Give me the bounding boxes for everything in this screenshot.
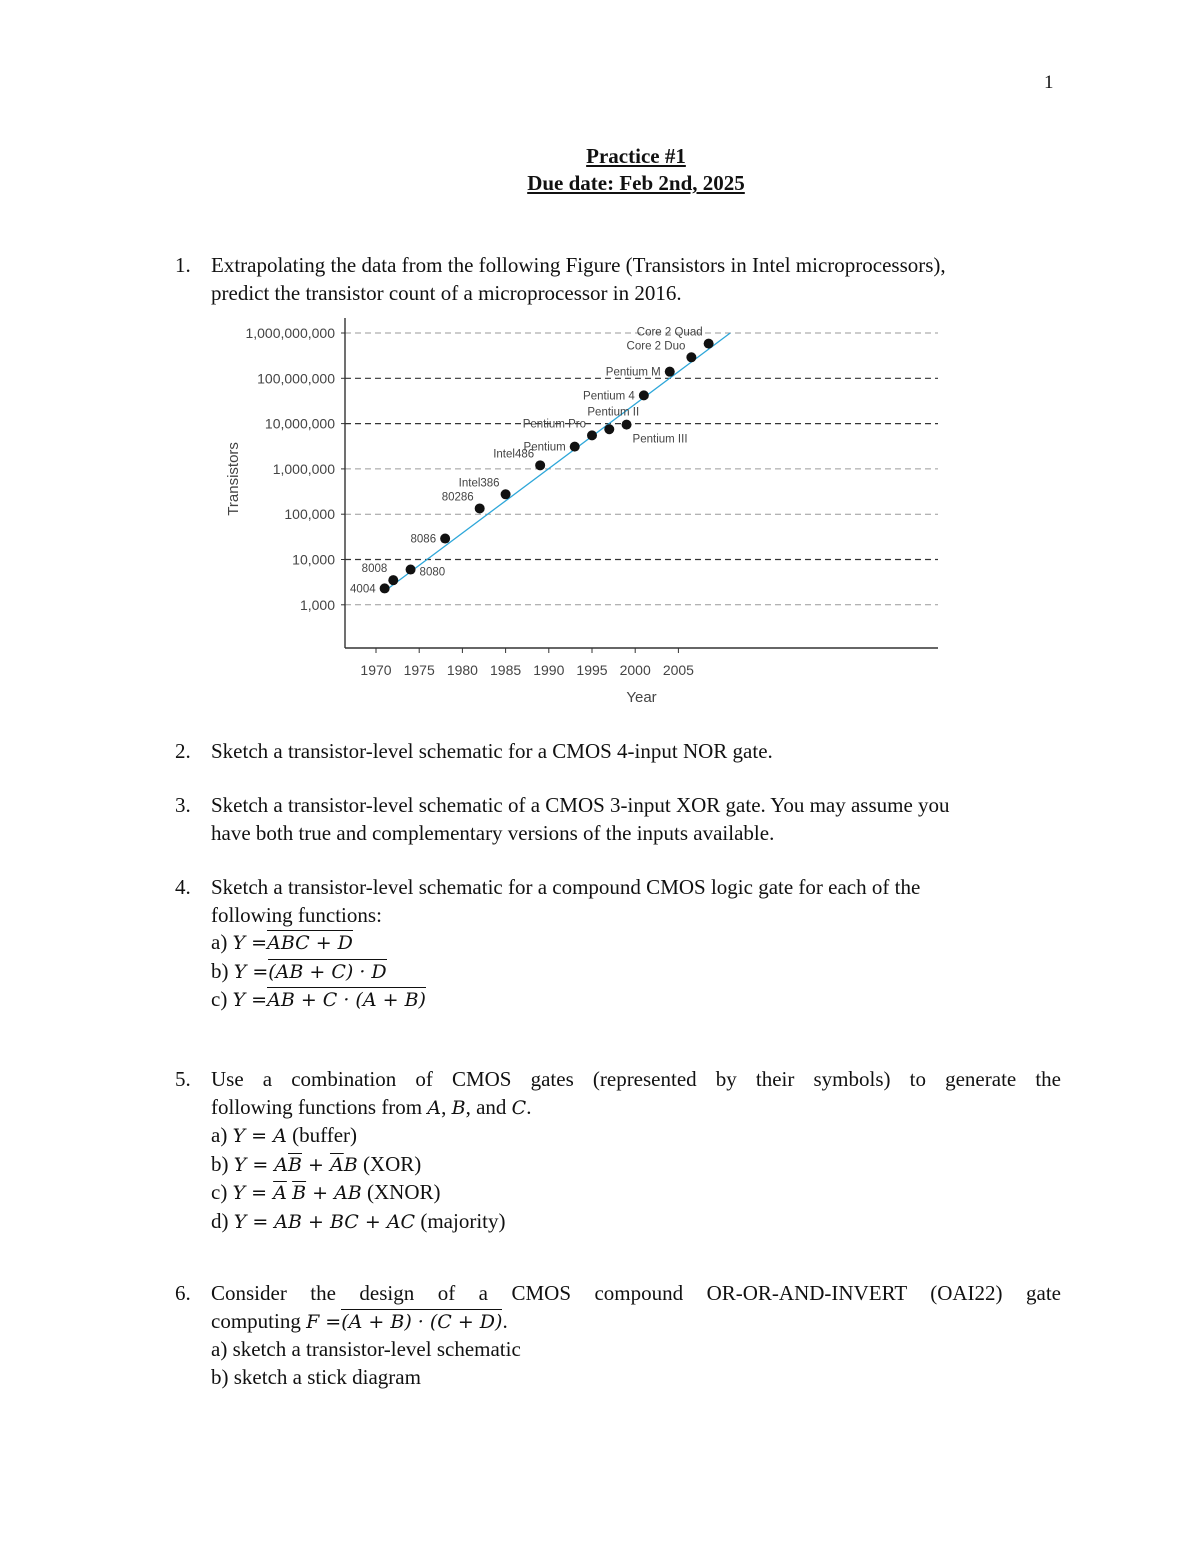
x-tick-label: 1985 bbox=[490, 662, 522, 678]
data-point bbox=[406, 565, 416, 575]
x-tick-label: 1975 bbox=[403, 662, 435, 678]
question-number: 4. bbox=[175, 875, 191, 899]
trend-line bbox=[385, 333, 731, 591]
point-label: Pentium bbox=[523, 441, 566, 454]
data-point bbox=[535, 460, 545, 470]
question-text: Sketch a transistor-level schematic of a CMOS 3-input XOR gate. You may assume you bbox=[211, 793, 950, 817]
sub-question-a: a) sketch a transistor-level schematic bbox=[211, 1337, 521, 1361]
point-label: 8080 bbox=[419, 566, 446, 579]
function-c: c) Y =AB + C · (A + B) bbox=[211, 987, 426, 1011]
overbar-expression: ABC + D bbox=[267, 932, 353, 954]
question-number: 5. bbox=[175, 1067, 191, 1091]
point-label: Core 2 Quad bbox=[636, 326, 703, 339]
question-text: following functions from A, B, and C. bbox=[211, 1094, 532, 1119]
data-point bbox=[704, 339, 714, 349]
point-label: Pentium III bbox=[632, 433, 688, 446]
x-tick-label: 1980 bbox=[446, 662, 478, 678]
function-a: a) Y =ABC + D bbox=[211, 930, 353, 954]
function-b: b) Y =(AB + C) · D bbox=[211, 958, 387, 983]
y-axis-title: Transistors bbox=[225, 442, 242, 516]
question-number: 6. bbox=[175, 1281, 191, 1305]
data-point bbox=[604, 424, 614, 434]
y-tick-label: 100,000 bbox=[284, 506, 335, 523]
data-point bbox=[587, 430, 597, 440]
overbar-expression: (A + B) · (C + D) bbox=[341, 1310, 503, 1333]
point-label: 8008 bbox=[361, 563, 388, 576]
point-label: Pentium II bbox=[587, 406, 640, 419]
y-tick-label: 1,000 bbox=[299, 596, 335, 613]
sub-question-b: b) sketch a stick diagram bbox=[211, 1364, 421, 1389]
function-a: a) Y = A (buffer) bbox=[211, 1123, 358, 1147]
y-tick-label: 1,000,000 bbox=[272, 460, 335, 477]
page-title: Practice #1 bbox=[586, 144, 686, 168]
question-number: 3. bbox=[175, 793, 191, 817]
point-label: Pentium 4 bbox=[583, 390, 635, 403]
overbar-expression: AB + C · (A + B) bbox=[267, 989, 426, 1011]
point-label: 8086 bbox=[410, 533, 437, 546]
question-text: have both true and complementary versions of the inputs available. bbox=[211, 820, 775, 845]
data-point bbox=[665, 367, 675, 377]
question-text: Extrapolating the data from the following Figure (Transistors in Intel microprocessors), bbox=[211, 253, 946, 277]
question-text: Sketch a transistor-level schematic for a CMOS 4-input NOR gate. bbox=[211, 739, 773, 763]
data-point bbox=[622, 420, 632, 430]
point-label: Intel386 bbox=[458, 477, 500, 490]
point-label: Pentium Pro bbox=[522, 418, 586, 431]
data-point bbox=[440, 534, 450, 544]
question-number: 1. bbox=[175, 253, 191, 277]
data-point bbox=[639, 390, 649, 400]
question-number: 2. bbox=[175, 739, 191, 763]
y-tick-label: 10,000,000 bbox=[264, 415, 335, 432]
data-point bbox=[380, 583, 390, 593]
x-tick-label: 1990 bbox=[533, 662, 565, 678]
point-label: 80286 bbox=[441, 491, 474, 504]
function-b: b) $Y = A\overline{B} + \overline{A}B$ (XOR) bbox=[211, 1151, 422, 1176]
x-tick-label: 1995 bbox=[576, 662, 608, 678]
question-text: Consider the design of a CMOS compound OR-OR-AND-INVERT (OAI22) gate bbox=[211, 1281, 1061, 1305]
overbar-expression: (AB + C) · D bbox=[268, 960, 387, 983]
due-date: Due date: Feb 2nd, 2025 bbox=[527, 171, 745, 195]
point-label: Pentium M bbox=[605, 366, 661, 379]
question-text: following functions: bbox=[211, 902, 382, 927]
point-label: Intel486 bbox=[493, 448, 535, 461]
data-point bbox=[388, 575, 398, 585]
data-point bbox=[686, 352, 696, 362]
point-label: 4004 bbox=[350, 583, 376, 596]
x-tick-label: 2005 bbox=[662, 662, 694, 678]
function-d: d) Y = AB + BC + AC (majority) bbox=[211, 1208, 506, 1233]
y-tick-label: 100,000,000 bbox=[257, 370, 335, 387]
page-number: 1 bbox=[1044, 72, 1054, 93]
data-point bbox=[501, 489, 511, 499]
data-point bbox=[570, 442, 580, 452]
point-label: Core 2 Duo bbox=[626, 340, 686, 353]
question-text: computing F =(A + B) · (C + D). bbox=[211, 1308, 508, 1333]
function-c: c) $Y = \overline{A}$ $\overline{B}$ + AB (XNOR) bbox=[211, 1180, 441, 1204]
y-tick-label: 10,000 bbox=[292, 551, 335, 568]
x-tick-label: 2000 bbox=[619, 662, 651, 678]
x-axis-title: Year bbox=[626, 689, 657, 706]
y-tick-label: 1,000,000,000 bbox=[245, 325, 335, 341]
question-text: Sketch a transistor-level schematic for a compound CMOS logic gate for each of the bbox=[211, 875, 921, 899]
question-text: Use a combination of CMOS gates (represented by their symbols) to generate the bbox=[211, 1067, 1061, 1091]
question-text: predict the transistor count of a microprocessor in 2016. bbox=[211, 280, 682, 305]
x-tick-label: 1970 bbox=[360, 662, 392, 678]
transistor-chart bbox=[220, 318, 990, 713]
data-point bbox=[475, 503, 485, 513]
